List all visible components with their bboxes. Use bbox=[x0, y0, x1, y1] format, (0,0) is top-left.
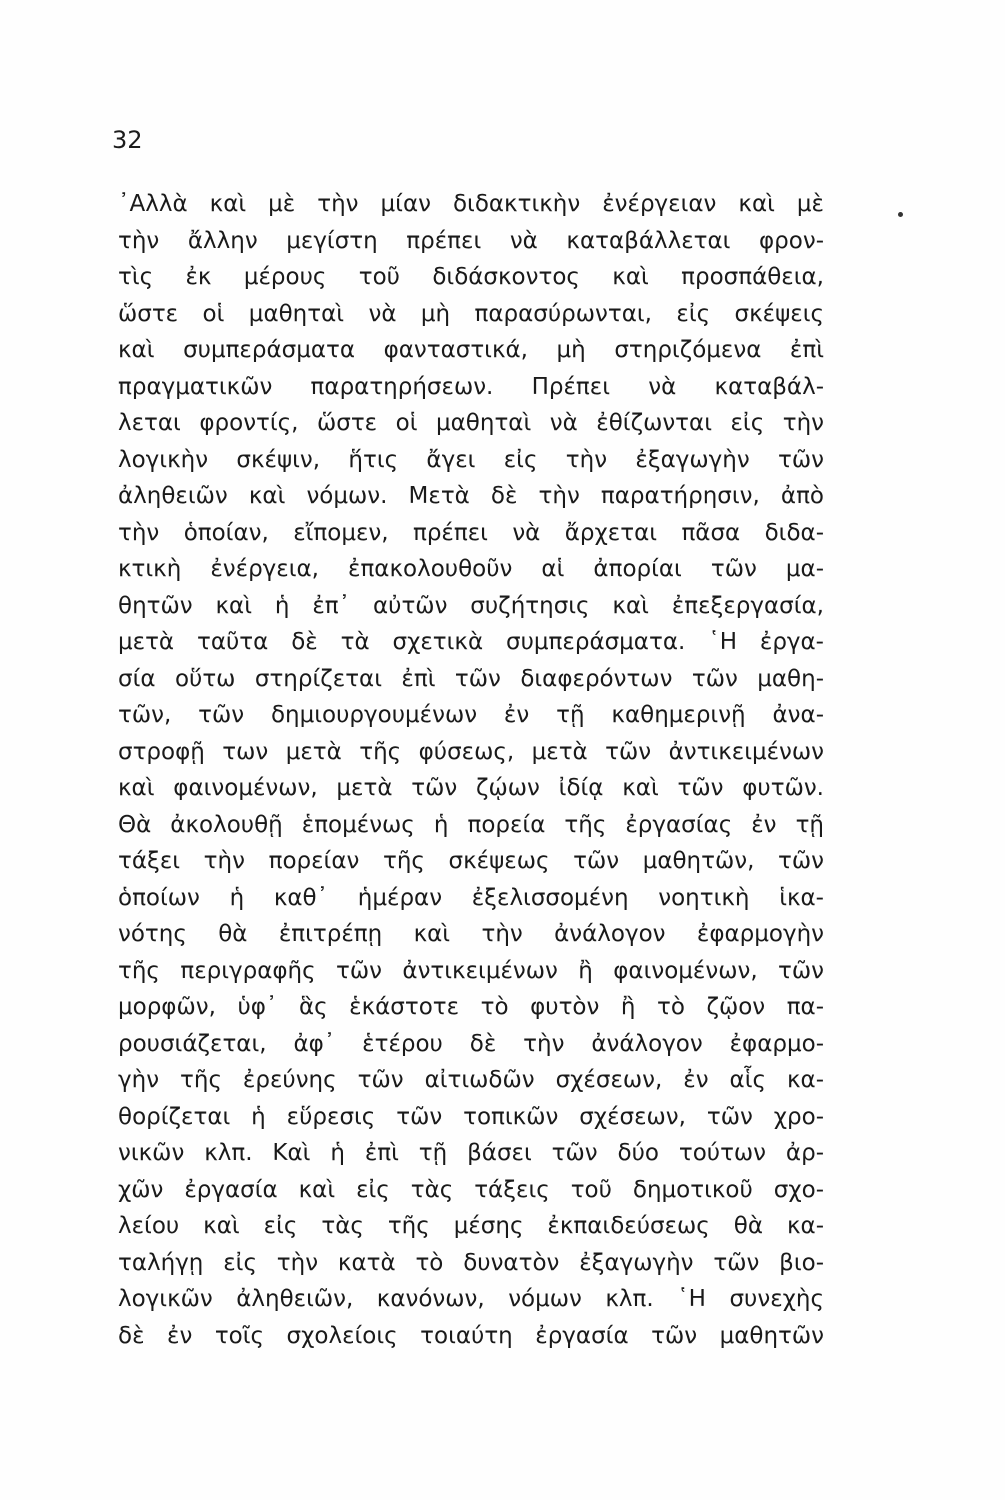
text-line: Θὰ ἀκολουθῇ ἑπομένως ἡ πορεία τῆς ἐργασίας ἐν τῇ bbox=[118, 811, 824, 838]
text-line: τὴν ὁποίαν, εἴπομεν, πρέπει νὰ ἄρχεται πᾶσα διδα- bbox=[118, 519, 824, 546]
text-line: τῶν, τῶν δημιουργουμένων ἐν τῇ καθημερινῇ ἀνα- bbox=[118, 702, 824, 728]
text-line: νικῶν κλπ. Καὶ ἡ ἐπὶ τῇ βάσει τῶν δύο τούτων ἀρ- bbox=[118, 1140, 824, 1166]
text-line: ἀληθειῶν καὶ νόμων. Μετὰ δὲ τὴν παρατήρησιν, ἀπὸ bbox=[118, 483, 824, 509]
text-line: ὥστε οἱ μαθηταὶ νὰ μὴ παρασύρωνται, εἰς σκέψεις bbox=[118, 300, 824, 327]
text-line: τάξει τὴν πορείαν τῆς σκέψεως τῶν μαθητῶν, τῶν bbox=[118, 848, 824, 874]
text-line: δὲ ἐν τοῖς σχολείοις τοιαύτη ἐργασία τῶν μαθητῶν bbox=[118, 1322, 824, 1349]
text-line: μορφῶν, ὑφ᾿ ἃς ἑκάστοτε τὸ φυτὸν ἢ τὸ ζῷον πα- bbox=[118, 994, 824, 1020]
text-line: τῆς περιγραφῆς τῶν ἀντικειμένων ἢ φαινομένων, τῶν bbox=[118, 957, 824, 984]
text-line: ταλήγῃ εἰς τὴν κατὰ τὸ δυνατὸν ἐξαγωγὴν τῶν βιο- bbox=[118, 1249, 824, 1276]
text-line: τὴν ἄλλην μεγίστη πρέπει νὰ καταβάλλεται φρον- bbox=[118, 227, 824, 254]
text-line: λογικῶν ἀληθειῶν, κανόνων, νόμων κλπ. ῾Η συνεχὴς bbox=[118, 1286, 824, 1312]
text-line: θητῶν καὶ ἡ ἐπ᾿ αὐτῶν συζήτησις καὶ ἐπεξεργασία, bbox=[118, 592, 824, 619]
text-line: νότης θὰ ἐπιτρέπῃ καὶ τὴν ἀνάλογον ἐφαρμογὴν bbox=[118, 921, 824, 947]
text-line: ρουσιάζεται, ἀφ᾿ ἑτέρου δὲ τὴν ἀνάλογον ἐφαρμο- bbox=[118, 1030, 824, 1057]
text-line: στροφῇ των μετὰ τῆς φύσεως, μετὰ τῶν ἀντικειμένων bbox=[118, 738, 824, 765]
text-line: τὶς ἐκ μέρους τοῦ διδάσκοντος καὶ προσπάθεια, bbox=[118, 264, 824, 290]
text-line: καὶ φαινομένων, μετὰ τῶν ζῴων ἰδίᾳ καὶ τῶν φυτῶν. bbox=[118, 775, 824, 801]
page-number: 32 bbox=[112, 126, 143, 154]
text-line: λεται φροντίς, ὥστε οἱ μαθηταὶ νὰ ἐθίζωνται εἰς τὴν bbox=[118, 410, 824, 436]
text-line: θορίζεται ἡ εὕρεσις τῶν τοπικῶν σχέσεων, τῶν χρο- bbox=[118, 1103, 824, 1130]
text-line: πραγματικῶν παρατηρήσεων. Πρέπει νὰ καταβάλ- bbox=[118, 373, 824, 400]
text-line: λογικὴν σκέψιν, ἥτις ἄγει εἰς τὴν ἐξαγωγὴν τῶν bbox=[118, 446, 824, 473]
text-line: καὶ συμπεράσματα φανταστικά, μὴ στηριζόμενα ἐπὶ bbox=[118, 337, 824, 363]
text-line: ᾿Αλλὰ καὶ μὲ τὴν μίαν διδακτικὴν ἐνέργειαν καὶ μὲ bbox=[118, 191, 824, 217]
text-line: κτικὴ ἐνέργεια, ἐπακολουθοῦν αἱ ἀπορίαι τῶν μα- bbox=[118, 556, 824, 582]
text-line: χῶν ἐργασία καὶ εἰς τὰς τάξεις τοῦ δημοτικοῦ σχο- bbox=[118, 1176, 824, 1203]
text-line: μετὰ ταῦτα δὲ τὰ σχετικὰ συμπεράσματα. ῾Η ἐργα- bbox=[118, 629, 824, 655]
text-line: σία οὕτω στηρίζεται ἐπὶ τῶν διαφερόντων τῶν μαθη- bbox=[118, 665, 824, 692]
text-line: ὁποίων ἡ καθ᾿ ἡμέραν ἐξελισσομένη νοητικὴ ἱκα- bbox=[118, 884, 824, 911]
body-text bbox=[118, 186, 824, 1354]
text-line: γὴν τῆς ἐρεύνης τῶν αἰτιωδῶν σχέσεων, ἐν αἷς κα- bbox=[118, 1067, 824, 1093]
print-speck bbox=[898, 212, 903, 217]
text-line: λείου καὶ εἰς τὰς τῆς μέσης ἐκπαιδεύσεως θὰ κα- bbox=[118, 1213, 824, 1239]
